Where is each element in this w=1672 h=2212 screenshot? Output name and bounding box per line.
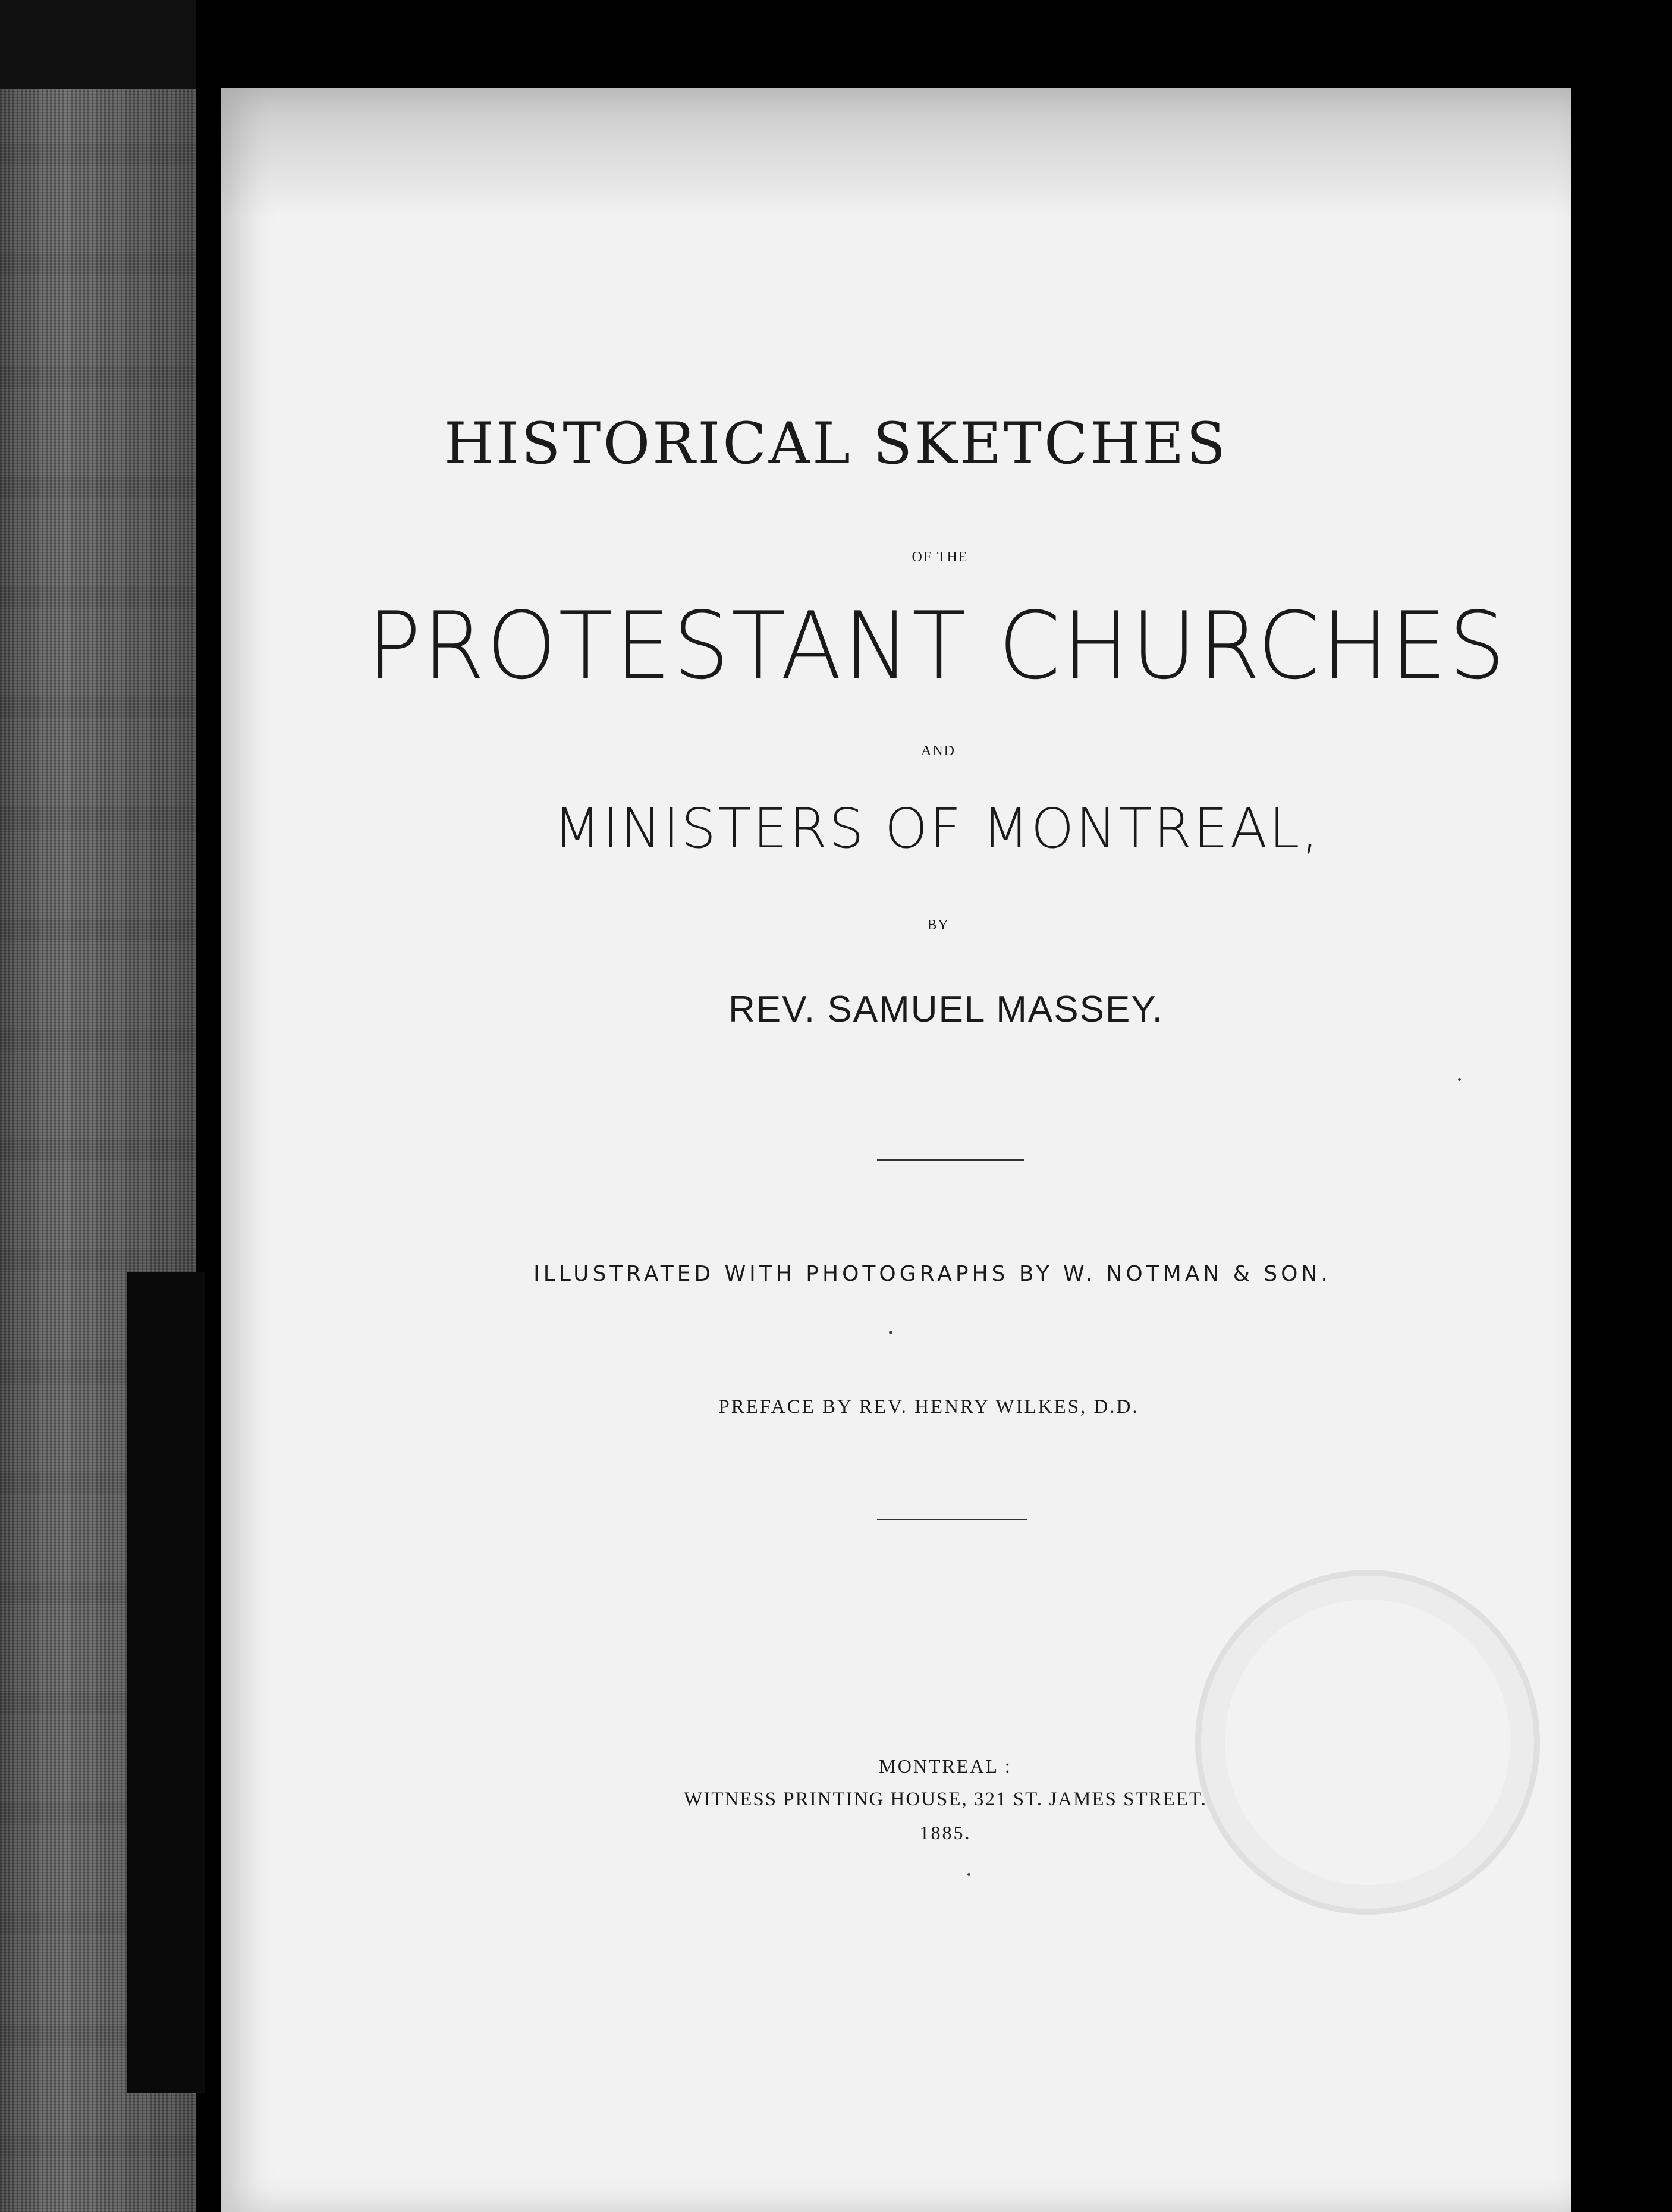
paper-speck xyxy=(967,1873,970,1876)
page-top-shading xyxy=(221,88,1571,219)
library-stamp xyxy=(1195,1570,1540,1915)
and-line: AND xyxy=(921,743,956,759)
ministers-title: MINISTERS OF MONTREAL, xyxy=(554,797,1321,860)
churches-title: PROTESTANT CHURCHES xyxy=(367,592,1507,700)
preface-credit: PREFACE BY REV. HENRY WILKES, D.D. xyxy=(718,1396,1139,1418)
imprint-year: 1885. xyxy=(919,1822,972,1843)
illustration-credit: ILLUSTRATED WITH PHOTOGRAPHS BY W. NOTMAN & SON. xyxy=(533,1262,1331,1286)
scan-border-top-left xyxy=(0,0,196,95)
binding-shadow xyxy=(127,1272,205,2093)
divider-rule xyxy=(877,1159,1024,1161)
divider-rule xyxy=(877,1519,1027,1520)
of-the-line: OF THE xyxy=(912,549,969,565)
imprint-city: MONTREAL : xyxy=(879,1755,1012,1777)
author-name: REV. SAMUEL MASSEY. xyxy=(728,989,1164,1030)
by-line: BY xyxy=(927,918,950,933)
scan-border-right xyxy=(1571,0,1672,2212)
imprint-publisher: WITNESS PRINTING HOUSE, 321 ST. JAMES STREET. xyxy=(684,1789,1207,1810)
main-title: HISTORICAL SKETCHES xyxy=(444,410,1228,477)
paper-speck xyxy=(889,1331,892,1334)
paper-speck xyxy=(1458,1078,1461,1081)
